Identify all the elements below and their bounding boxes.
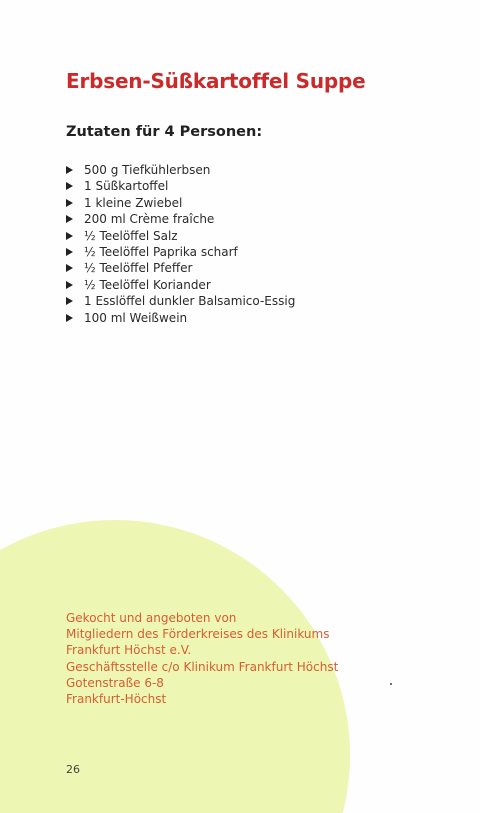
triangle-bullet-icon: [66, 182, 73, 190]
ingredient-text: 200 ml Crème fraîche: [84, 212, 215, 227]
ingredient-item: [66, 211, 295, 227]
credits-line: Frankfurt-Höchst: [66, 692, 167, 707]
triangle-bullet-icon: [66, 199, 73, 207]
ingredient-item: [66, 178, 295, 194]
ingredient-item: [66, 195, 295, 211]
ingredient-text: 1 Esslöffel dunkler Balsamico-Essig: [84, 294, 296, 309]
ingredient-text: 100 ml Weißwein: [84, 310, 188, 325]
ingredient-item: [66, 228, 295, 244]
ingredient-text: ½ Teelöffel Salz: [84, 228, 178, 243]
ingredient-item: [66, 162, 295, 178]
ingredient-item: [66, 293, 295, 309]
ingredient-text: 1 Süßkartoffel: [84, 179, 169, 194]
print-speck: [390, 683, 392, 685]
page-number: 26: [66, 763, 80, 776]
credits-line: Gekocht und angeboten von: [66, 611, 237, 625]
recipe-title: Erbsen-Süßkartoffel Suppe: [66, 69, 366, 93]
credits-line: Frankfurt Höchst e.V.: [66, 643, 192, 658]
ingredients-heading: Zutaten für 4 Personen:: [66, 124, 263, 140]
credits-line: Gotenstraße 6-8: [66, 675, 164, 690]
ingredient-text: 1 kleine Zwiebel: [84, 195, 183, 210]
triangle-bullet-icon: [66, 314, 73, 322]
ingredient-item: [66, 260, 295, 276]
ingredient-text: ½ Teelöffel Koriander: [84, 277, 211, 292]
triangle-bullet-icon: [66, 166, 73, 174]
organizer-credits: [66, 610, 338, 707]
triangle-bullet-icon: [66, 264, 73, 272]
triangle-bullet-icon: [66, 281, 73, 289]
ingredient-text: 500 g Tiefkühlerbsen: [84, 163, 211, 177]
ingredient-item: [66, 244, 295, 260]
triangle-bullet-icon: [66, 232, 73, 240]
ingredient-item: [66, 277, 295, 293]
triangle-bullet-icon: [66, 215, 73, 223]
ingredient-item: [66, 310, 295, 326]
credits-line: Mitgliedern des Förderkreises des Klinikums: [66, 627, 330, 642]
ingredient-text: ½ Teelöffel Paprika scharf: [84, 244, 238, 259]
ingredient-text: ½ Teelöffel Pfeffer: [84, 261, 193, 276]
triangle-bullet-icon: [66, 297, 73, 305]
credits-line: Geschäftsstelle c/o Klinikum Frankfurt Höchst: [66, 659, 339, 674]
ingredient-list: [66, 162, 295, 326]
triangle-bullet-icon: [66, 248, 73, 256]
